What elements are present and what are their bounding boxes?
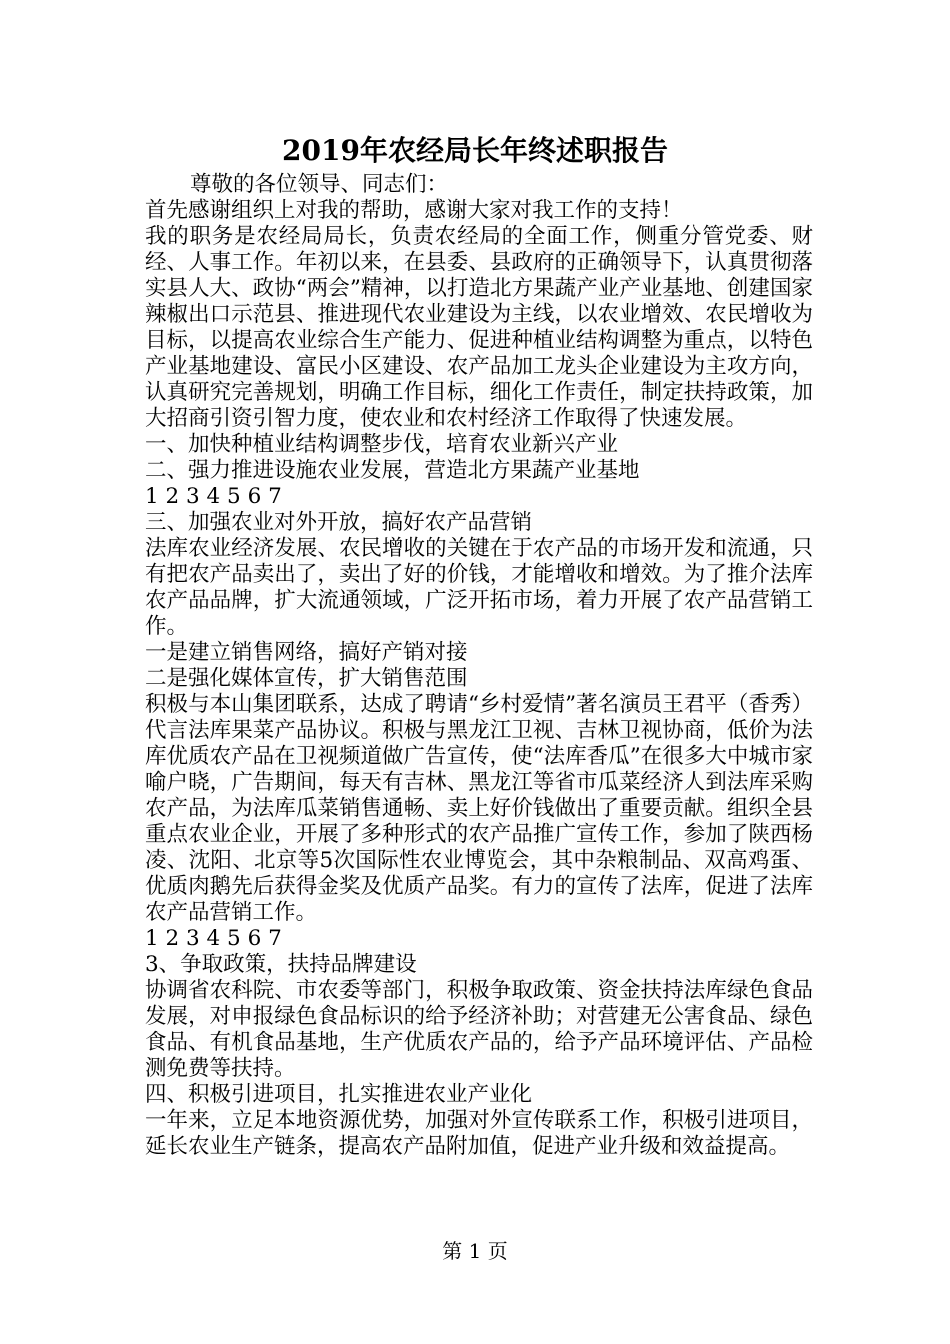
document-body: [145, 172, 813, 1160]
paragraph-intro: 我的职务是农经局局长，负责农经局的全面工作，侧重分管党委、财经、人事工作。年初以来，在县委、县政府的正确领导下，认真贯彻落实县人大、政协“两会”精神，以打造北方果蔬产业产业基地、创建国家辣椒出口示范县、推进现代农业建设为主线，以农业增效、农民增收为目标，以提高农业综合生产能力、促进种植业结构调整为重点，以特色产业基地建设、富民小区建设、农产品加工龙头企业建设为主攻方向，认真研究完善规划，明确工作目标，细化工作责任，制定扶持政策，加大招商引资引智力度，使农业和农村经济工作取得了快速发展。: [145, 224, 813, 431]
subheading-sales-network: 一是建立销售网络，搞好产销对接: [145, 640, 468, 665]
paragraph-projects: 一年来，立足本地资源优势，加强对外宣传联系工作，积极引进项目，延长农业生产链条，提高农产品附加值，促进产业升级和效益提高。: [145, 1108, 813, 1159]
subheading-media: 二是强化媒体宣传，扩大销售范围: [145, 666, 468, 691]
heading-section-4: 四、积极引进项目，扎实推进农业产业化: [145, 1082, 533, 1107]
paragraph-salutation: 尊敬的各位领导、同志们：: [190, 172, 449, 197]
numbered-list-marker: 1 2 3 4 5 6 7: [145, 484, 282, 509]
paragraph-policy: 协调省农科院、市农委等部门，积极争取政策、资金扶持法库绿色食品发展，对申报绿色食品标识的给予经济补助；对营建无公害食品、绿色食品、有机食品基地，生产优质农产品的，给予产品环境评估、产品检测免费等扶持。: [145, 978, 813, 1081]
heading-section-3: 三、加强农业对外开放，搞好农产品营销: [145, 510, 533, 535]
paragraph-marketing: 法库农业经济发展、农民增收的关键在于农产品的市场开发和流通，只有把农产品卖出了，卖出了好的价钱，才能增收和增效。为了推介法库农产品品牌，扩大流通领域，广泛开拓市场，着力开展了农产品营销工作。: [145, 536, 813, 639]
heading-section-1: 一、加快种植业结构调整步伐，培育农业新兴产业: [145, 432, 619, 457]
document-title: 2019年农经局长年终述职报告: [282, 134, 668, 167]
numbered-list-marker: 1 2 3 4 5 6 7: [145, 926, 282, 951]
paragraph-thanks: 首先感谢组织上对我的帮助，感谢大家对我工作的支持！: [145, 198, 683, 223]
heading-section-2: 二、强力推进设施农业发展，营造北方果蔬产业基地: [145, 458, 640, 483]
subheading-policy: 3、争取政策，扶持品牌建设: [145, 952, 417, 977]
paragraph-media: 积极与本山集团联系，达成了聘请“乡村爱情”著名演员王君平（香秀）代言法库果菜产品协议。积极与黑龙江卫视、吉林卫视协商，低价为法库优质农产品在卫视频道做广告宣传，使“法库香瓜”在很多大中城市家喻户晓，广告期间，每天有吉林、黑龙江等省市瓜菜经济人到法库采购农产品，为法库瓜菜销售通畅、卖上好价钱做出了重要贡献。组织全县重点农业企业，开展了多种形式的农产品推广宣传工作，参加了陕西杨凌、沈阳、北京等5次国际性农业博览会，其中杂粮制品、双高鸡蛋、优质肉鹅先后获得金奖及优质产品奖。有力的宣传了法库，促进了法库农产品营销工作。: [145, 692, 813, 925]
page-number: 第 1 页: [442, 1239, 508, 1263]
